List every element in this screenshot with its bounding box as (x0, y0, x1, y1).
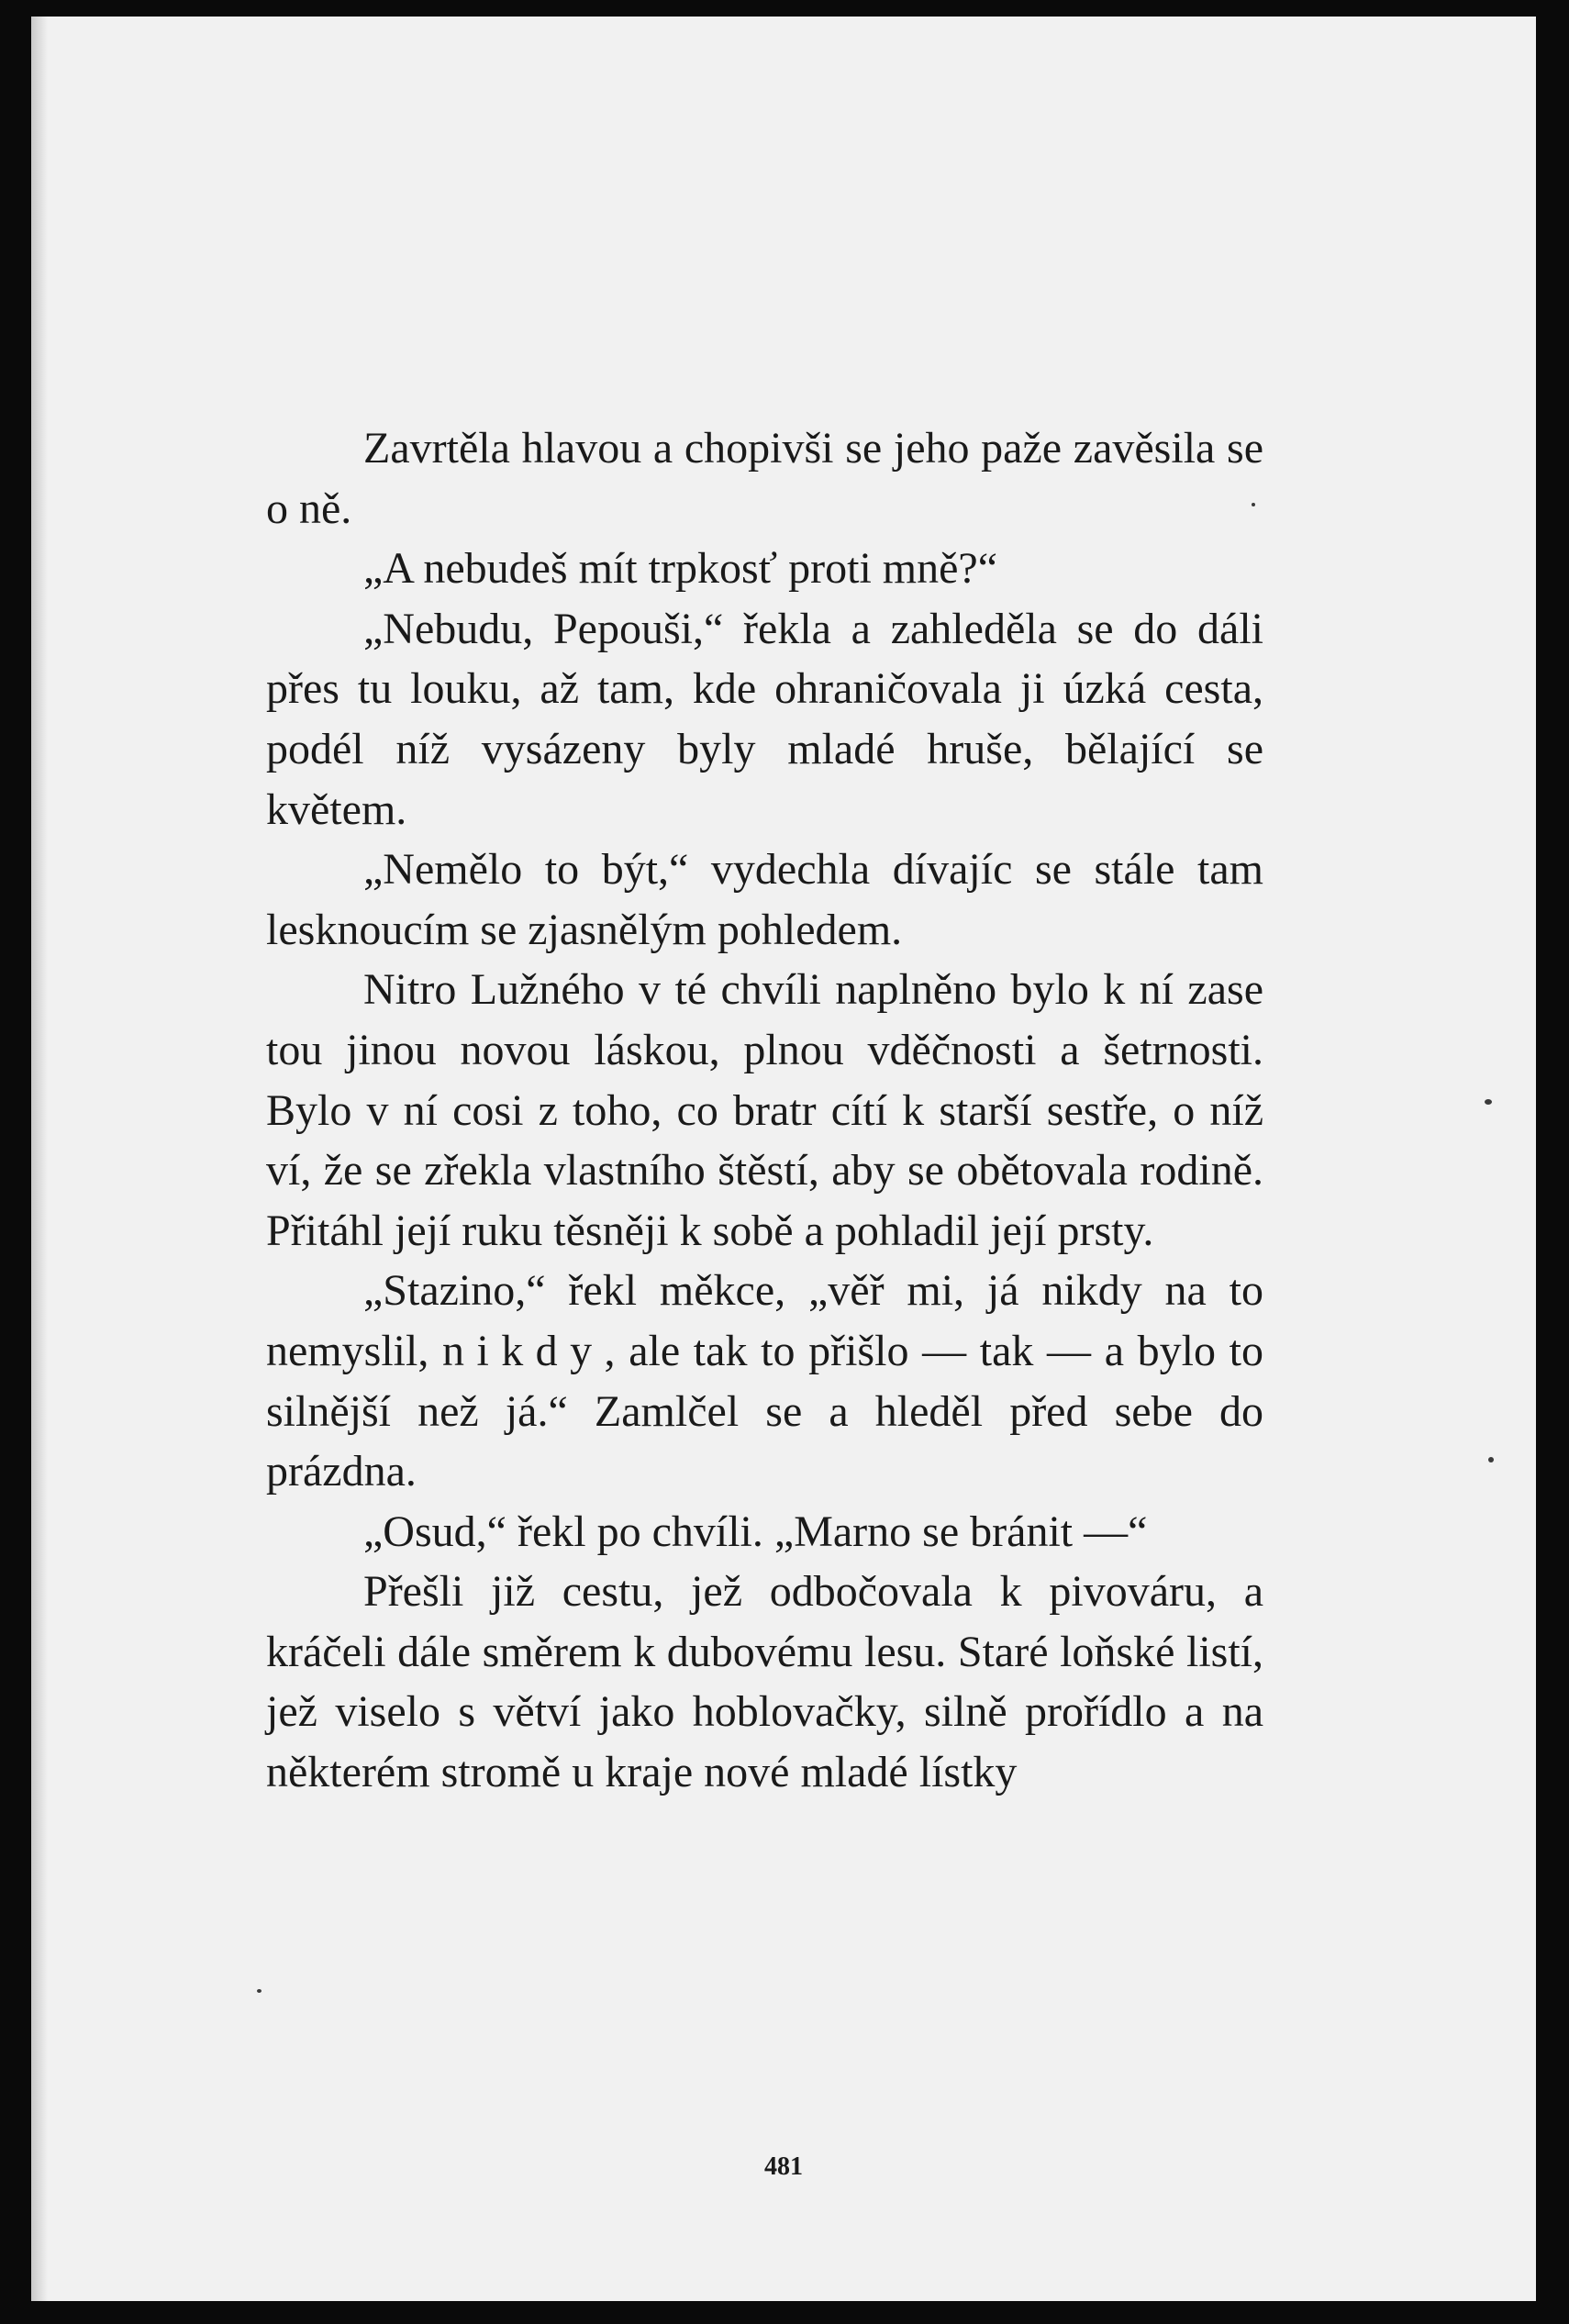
dust-speck (1485, 1099, 1492, 1105)
book-page (31, 17, 1536, 2301)
paragraph-6-before: „Stazino,“ řekl měkce, „věř mi, já nikdy na to nemyslil, (266, 1266, 1263, 1375)
paragraph-7: „Osud,“ řekl po chvíli. „Marno se bránit —“ (363, 1507, 1148, 1556)
body-text (266, 418, 1263, 1803)
paragraph-8: Přešli již cestu, jež odbočovala k pivováru, a kráčeli dále směrem k dubovému lesu. Staré loňské listí, jež viselo s větví jako hoblovačky, silně prořídlo a na některém stromě u kraje nové mladé lístky (266, 1567, 1263, 1797)
paragraph-6-after: , ale tak to přišlo — tak — a bylo to silnější než já.“ Zamlčel se a hleděl před sebe do prázdna. (266, 1326, 1264, 1496)
spine-shadow (31, 17, 48, 2301)
paragraph-1: Zavrtěla hlavou a chopivši se jeho paže zavěsila se o ně. (266, 424, 1263, 533)
paragraph-6 (266, 1261, 1263, 1501)
paragraph-2: „A nebudeš mít trpkosť proti mně?“ (363, 544, 998, 594)
dust-speck (257, 1989, 262, 1993)
emphasis-nikdy: nikdy (442, 1326, 605, 1375)
paragraph-4: „Nemělo to být,“ vydechla dívajíc se stále tam lesknoucím se zjasnělým pohledem. (266, 845, 1263, 954)
paragraph-3: „Nebudu, Pepouši,“ řekla a zahleděla se do dáli přes tu louku, až tam, kde ohraničovala ji úzká cesta, podél níž vysázeny byly mladé hruše, bělající se květem. (266, 604, 1263, 834)
dust-speck (1488, 1457, 1494, 1462)
paragraph-5: Nitro Lužného v té chvíli naplněno bylo k ní zase tou jinou novou láskou, plnou vděčnosti a šetrnosti. Bylo v ní cosi z toho, co bratr cítí k starší sestře, o níž ví, že se zřekla vlastního štěstí, aby se obětovala rodině. Přitáhl její ruku těsněji k sobě a pohladil její prsty. (266, 965, 1263, 1255)
dust-speck (1252, 503, 1255, 506)
page-number: 481 (764, 2152, 803, 2181)
